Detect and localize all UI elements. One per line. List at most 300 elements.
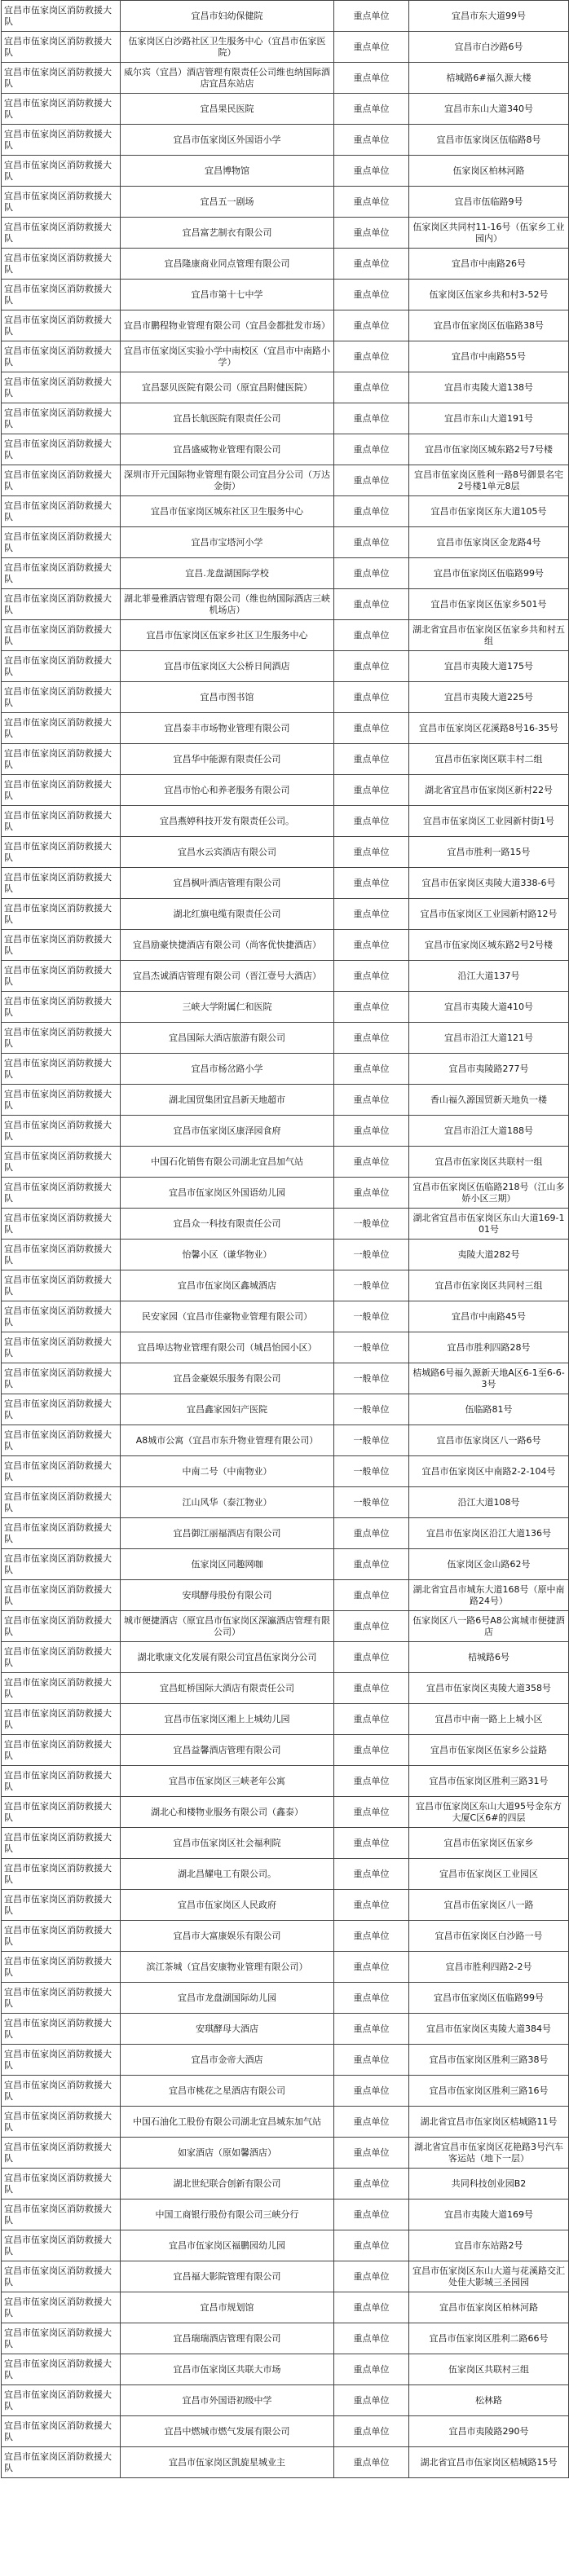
address-cell: 宜昌市东站路2号 bbox=[409, 2230, 569, 2261]
unit-category-cell: 重点单位 bbox=[334, 125, 409, 156]
unit-name-cell: 湖北歌康文化发展有限公司宜昌伍家岗分公司 bbox=[121, 1642, 334, 1673]
address-cell: 宜昌市伍家岗区白沙路一号 bbox=[409, 1921, 569, 1952]
unit-name-cell: 威尔宾（宜昌）酒店管理有限责任公司维也纳国际酒店宜昌东站店 bbox=[121, 63, 334, 94]
address-cell: 湖北省宜昌市伍家岗区花艳路3号汽车客运站（地下一层） bbox=[409, 2138, 569, 2169]
table-row bbox=[2, 1642, 569, 1673]
unit-category-cell: 重点单位 bbox=[334, 1580, 409, 1611]
address-cell: 伍家岗区八一路6号A8公寓城市便捷酒店 bbox=[409, 1611, 569, 1642]
unit-name-cell: 中南二号（中南物业） bbox=[121, 1456, 334, 1487]
table-row bbox=[2, 434, 569, 465]
unit-name-cell: 宜昌众一科技有限责任公司 bbox=[121, 1209, 334, 1240]
unit-name-cell: 宜昌.龙盘湖国际学校 bbox=[121, 558, 334, 589]
table-row bbox=[2, 775, 569, 806]
unit-name-cell: 宜昌中燃城市燃气发展有限公司 bbox=[121, 2416, 334, 2447]
table-row bbox=[2, 558, 569, 589]
address-cell: 宜昌市伍家岗区工业园新村路12号 bbox=[409, 899, 569, 930]
address-cell: 宜昌市胜利四路28号 bbox=[409, 1332, 569, 1363]
unit-category-cell: 重点单位 bbox=[334, 1828, 409, 1859]
table-row bbox=[2, 620, 569, 651]
unit-name-cell: 湖北国贸集团宜昌新天地超市 bbox=[121, 1085, 334, 1116]
address-cell: 宜昌市伍家岗区伍临路218号（江山多娇小区三期） bbox=[409, 1178, 569, 1209]
unit-category-cell: 重点单位 bbox=[334, 620, 409, 651]
unit-name-cell: 中国工商银行股份有限公司三峡分行 bbox=[121, 2200, 334, 2230]
table-row bbox=[2, 1054, 569, 1085]
fire-brigade-cell: 宜昌市伍家岗区消防救援大队 bbox=[2, 156, 121, 187]
fire-brigade-cell: 宜昌市伍家岗区消防救援大队 bbox=[2, 1394, 121, 1425]
table-row bbox=[2, 341, 569, 372]
fire-brigade-cell: 宜昌市伍家岗区消防救援大队 bbox=[2, 837, 121, 868]
address-cell: 宜昌市中南路45号 bbox=[409, 1301, 569, 1332]
table-row bbox=[2, 744, 569, 775]
unit-category-cell: 重点单位 bbox=[334, 2354, 409, 2385]
address-cell: 宜昌市中南路55号 bbox=[409, 341, 569, 372]
address-cell: 桔城路6号 bbox=[409, 1642, 569, 1673]
unit-name-cell: 宜昌盛威物业管理有限公司 bbox=[121, 434, 334, 465]
table-row bbox=[2, 961, 569, 992]
address-cell: 宜昌市伍临路9号 bbox=[409, 187, 569, 218]
fire-brigade-cell: 宜昌市伍家岗区消防救援大队 bbox=[2, 620, 121, 651]
fire-brigade-cell: 宜昌市伍家岗区消防救援大队 bbox=[2, 496, 121, 527]
address-cell: 宜昌市中南一路上上城小区 bbox=[409, 1704, 569, 1735]
address-cell: 松林路 bbox=[409, 2385, 569, 2416]
unit-category-cell: 重点单位 bbox=[334, 310, 409, 341]
unit-category-cell: 重点单位 bbox=[334, 1642, 409, 1673]
address-cell: 宜昌市伍家岗区胜利三路38号 bbox=[409, 2045, 569, 2076]
fire-brigade-cell: 宜昌市伍家岗区消防救援大队 bbox=[2, 713, 121, 744]
table-row bbox=[2, 1023, 569, 1054]
address-cell: 湖北省宜昌市伍家岗区伍家乡共和村五组 bbox=[409, 620, 569, 651]
address-cell: 宜昌市夷陵大道175号 bbox=[409, 651, 569, 682]
unit-name-cell: 宜昌瑟贝医院有限公司（原宜昌附健医院） bbox=[121, 372, 334, 403]
address-cell: 宜昌市伍家岗区东山大道95号金东方大厦C区6#的四层 bbox=[409, 1797, 569, 1828]
unit-name-cell: 伍家岗区同趣网咖 bbox=[121, 1549, 334, 1580]
fire-brigade-cell: 宜昌市伍家岗区消防救援大队 bbox=[2, 651, 121, 682]
unit-name-cell: 宜昌果民医院 bbox=[121, 94, 334, 125]
address-cell: 宜昌市伍家岗区八一路6号 bbox=[409, 1425, 569, 1456]
address-cell: 夷陵大道282号 bbox=[409, 1240, 569, 1270]
unit-category-cell: 重点单位 bbox=[334, 2200, 409, 2230]
address-cell: 湖北省宜昌市伍家岗区桔城路15号 bbox=[409, 2447, 569, 2478]
unit-category-cell: 一般单位 bbox=[334, 1425, 409, 1456]
fire-brigade-cell: 宜昌市伍家岗区消防救援大队 bbox=[2, 1487, 121, 1518]
table-row bbox=[2, 2014, 569, 2045]
table-row bbox=[2, 403, 569, 434]
address-cell: 宜昌市伍家岗区夷陵大道338-6号 bbox=[409, 868, 569, 899]
table-row bbox=[2, 992, 569, 1023]
table-row bbox=[2, 1, 569, 32]
table-row bbox=[2, 1859, 569, 1890]
fire-brigade-cell: 宜昌市伍家岗区消防救援大队 bbox=[2, 2169, 121, 2200]
unit-category-cell: 重点单位 bbox=[334, 341, 409, 372]
fire-brigade-cell: 宜昌市伍家岗区消防救援大队 bbox=[2, 961, 121, 992]
fire-brigade-cell: 宜昌市伍家岗区消防救援大队 bbox=[2, 2014, 121, 2045]
fire-brigade-cell: 宜昌市伍家岗区消防救援大队 bbox=[2, 2200, 121, 2230]
unit-category-cell: 重点单位 bbox=[334, 434, 409, 465]
unit-name-cell: 宜昌虹桥国际大酒店有限责任公司 bbox=[121, 1673, 334, 1704]
fire-brigade-cell: 宜昌市伍家岗区消防救援大队 bbox=[2, 1, 121, 32]
unit-category-cell: 重点单位 bbox=[334, 1766, 409, 1797]
unit-name-cell: 宜昌市伍家岗区湘上上城幼儿园 bbox=[121, 1704, 334, 1735]
unit-category-cell: 重点单位 bbox=[334, 1859, 409, 1890]
unit-name-cell: 宜昌长航医院有限责任公司 bbox=[121, 403, 334, 434]
unit-category-cell: 重点单位 bbox=[334, 1085, 409, 1116]
unit-name-cell: 宜昌鑫家园妇产医院 bbox=[121, 1394, 334, 1425]
unit-name-cell: 宜昌市杨岔路小学 bbox=[121, 1054, 334, 1085]
fire-brigade-cell: 宜昌市伍家岗区消防救援大队 bbox=[2, 1580, 121, 1611]
unit-name-cell: 三峡大学附属仁和医院 bbox=[121, 992, 334, 1023]
unit-name-cell: 江山风华（泰江物业） bbox=[121, 1487, 334, 1518]
address-cell: 宜昌市伍家岗区中南路2-2-104号 bbox=[409, 1456, 569, 1487]
unit-name-cell: 宜昌益馨酒店管理有限公司 bbox=[121, 1735, 334, 1766]
fire-brigade-cell: 宜昌市伍家岗区消防救援大队 bbox=[2, 187, 121, 218]
fire-brigade-cell: 宜昌市伍家岗区消防救援大队 bbox=[2, 1797, 121, 1828]
fire-brigade-cell: 宜昌市伍家岗区消防救援大队 bbox=[2, 2230, 121, 2261]
unit-category-cell: 一般单位 bbox=[334, 1487, 409, 1518]
table-row bbox=[2, 1270, 569, 1301]
fire-brigade-cell: 宜昌市伍家岗区消防救援大队 bbox=[2, 125, 121, 156]
unit-category-cell: 重点单位 bbox=[334, 589, 409, 620]
unit-name-cell: 宜昌市金帝大酒店 bbox=[121, 2045, 334, 2076]
fire-brigade-cell: 宜昌市伍家岗区消防救援大队 bbox=[2, 992, 121, 1023]
unit-category-cell: 重点单位 bbox=[334, 465, 409, 496]
unit-name-cell: 宜昌市第十七中学 bbox=[121, 280, 334, 310]
fire-brigade-cell: 宜昌市伍家岗区消防救援大队 bbox=[2, 2292, 121, 2323]
table-row bbox=[2, 806, 569, 837]
unit-name-cell: 宜昌市伍家岗区人民政府 bbox=[121, 1890, 334, 1921]
unit-name-cell: 宜昌励豪快捷酒店有限公司（尚客优快捷酒店） bbox=[121, 930, 334, 961]
table-row bbox=[2, 1425, 569, 1456]
table-row bbox=[2, 465, 569, 496]
unit-name-cell: 宜昌御江丽福酒店有限公司 bbox=[121, 1518, 334, 1549]
fire-brigade-cell: 宜昌市伍家岗区消防救援大队 bbox=[2, 249, 121, 280]
address-cell: 宜昌市伍家岗区共同村三组 bbox=[409, 1270, 569, 1301]
table-row bbox=[2, 2292, 569, 2323]
unit-name-cell: 宜昌博物馆 bbox=[121, 156, 334, 187]
unit-category-cell: 重点单位 bbox=[334, 1549, 409, 1580]
fire-brigade-cell: 宜昌市伍家岗区消防救援大队 bbox=[2, 558, 121, 589]
fire-brigade-cell: 宜昌市伍家岗区消防救援大队 bbox=[2, 1735, 121, 1766]
unit-name-cell: 中国石油化工股份有限公司湖北宜昌城东加气站 bbox=[121, 2107, 334, 2138]
address-cell: 宜昌市伍家岗区伍家乡 bbox=[409, 1828, 569, 1859]
table-body bbox=[2, 1, 569, 2478]
unit-name-cell: A8城市公寓（宜昌市东升物业管理有限公司） bbox=[121, 1425, 334, 1456]
unit-category-cell: 重点单位 bbox=[334, 63, 409, 94]
address-cell: 宜昌市伍家岗区伍家乡公益路 bbox=[409, 1735, 569, 1766]
unit-category-cell: 重点单位 bbox=[334, 2169, 409, 2200]
table-row bbox=[2, 1147, 569, 1178]
table-row bbox=[2, 2354, 569, 2385]
table-row bbox=[2, 1085, 569, 1116]
table-row bbox=[2, 930, 569, 961]
unit-name-cell: 湖北昌耀电工有限公司。 bbox=[121, 1859, 334, 1890]
unit-name-cell: 宜昌市龙盘湖国际幼儿园 bbox=[121, 1983, 334, 2014]
unit-name-cell: 深圳市开元国际物业管理有限公司宜昌分公司（万达金街） bbox=[121, 465, 334, 496]
unit-name-cell: 宜昌市外国语初级中学 bbox=[121, 2385, 334, 2416]
unit-category-cell: 重点单位 bbox=[334, 1890, 409, 1921]
unit-name-cell: 宜昌瑞瑞酒店管理有限公司 bbox=[121, 2323, 334, 2354]
fire-brigade-cell: 宜昌市伍家岗区消防救援大队 bbox=[2, 868, 121, 899]
unit-name-cell: 宜昌市桃花之星酒店有限公司 bbox=[121, 2076, 334, 2107]
address-cell: 宜昌市伍家岗区八一路 bbox=[409, 1890, 569, 1921]
fire-brigade-cell: 宜昌市伍家岗区消防救援大队 bbox=[2, 1054, 121, 1085]
unit-name-cell: 怡馨小区（谦华物业） bbox=[121, 1240, 334, 1270]
address-cell: 宜昌市夷陵大道225号 bbox=[409, 682, 569, 713]
unit-category-cell: 重点单位 bbox=[334, 1611, 409, 1642]
unit-category-cell: 重点单位 bbox=[334, 1054, 409, 1085]
fire-brigade-cell: 宜昌市伍家岗区消防救援大队 bbox=[2, 403, 121, 434]
address-cell: 湖北省宜昌市伍家岗区东山大道169-101号 bbox=[409, 1209, 569, 1240]
table-row bbox=[2, 218, 569, 249]
address-cell: 湖北省宜昌市伍家岗区桔城路11号 bbox=[409, 2107, 569, 2138]
address-cell: 宜昌市胜利四路2-2号 bbox=[409, 1952, 569, 1983]
unit-category-cell: 重点单位 bbox=[334, 930, 409, 961]
fire-brigade-cell: 宜昌市伍家岗区消防救援大队 bbox=[2, 682, 121, 713]
address-cell: 宜昌市伍家岗区伍临路99号 bbox=[409, 1983, 569, 2014]
unit-category-cell: 一般单位 bbox=[334, 1209, 409, 1240]
address-cell: 伍临路81号 bbox=[409, 1394, 569, 1425]
unit-category-cell: 重点单位 bbox=[334, 94, 409, 125]
fire-brigade-cell: 宜昌市伍家岗区消防救援大队 bbox=[2, 1704, 121, 1735]
unit-category-cell: 重点单位 bbox=[334, 806, 409, 837]
unit-category-cell: 重点单位 bbox=[334, 744, 409, 775]
unit-category-cell: 重点单位 bbox=[334, 1178, 409, 1209]
table-row bbox=[2, 1363, 569, 1394]
address-cell: 湖北省宜昌市伍家岗区新村22号 bbox=[409, 775, 569, 806]
table-row bbox=[2, 1797, 569, 1828]
unit-name-cell: 宜昌国际大酒店旅游有限公司 bbox=[121, 1023, 334, 1054]
unit-name-cell: 湖北红旗电缆有限责任公司 bbox=[121, 899, 334, 930]
unit-name-cell: 宜昌市伍家岗区社会福利院 bbox=[121, 1828, 334, 1859]
unit-name-cell: 安琪酵母大酒店 bbox=[121, 2014, 334, 2045]
unit-name-cell: 安琪酵母股份有限公司 bbox=[121, 1580, 334, 1611]
unit-name-cell: 宜昌市大富康娱乐有限公司 bbox=[121, 1921, 334, 1952]
unit-category-cell: 重点单位 bbox=[334, 1735, 409, 1766]
table-row bbox=[2, 1735, 569, 1766]
fire-brigade-cell: 宜昌市伍家岗区消防救援大队 bbox=[2, 930, 121, 961]
address-cell: 宜昌市胜利一路15号 bbox=[409, 837, 569, 868]
unit-category-cell: 重点单位 bbox=[334, 682, 409, 713]
address-cell: 宜昌市伍家岗区胜利二路66号 bbox=[409, 2323, 569, 2354]
fire-brigade-cell: 宜昌市伍家岗区消防救援大队 bbox=[2, 2045, 121, 2076]
unit-category-cell: 重点单位 bbox=[334, 899, 409, 930]
fire-brigade-cell: 宜昌市伍家岗区消防救援大队 bbox=[2, 1147, 121, 1178]
unit-category-cell: 重点单位 bbox=[334, 527, 409, 558]
unit-name-cell: 城市便捷酒店（原宜昌市伍家岗区深瀛酒店管理有限公司） bbox=[121, 1611, 334, 1642]
address-cell: 宜昌市伍家岗区伍临路38号 bbox=[409, 310, 569, 341]
unit-category-cell: 重点单位 bbox=[334, 2323, 409, 2354]
address-cell: 共同科技创业园B2 bbox=[409, 2169, 569, 2200]
table-row bbox=[2, 280, 569, 310]
address-cell: 沿江大道137号 bbox=[409, 961, 569, 992]
unit-category-cell: 重点单位 bbox=[334, 868, 409, 899]
fire-brigade-cell: 宜昌市伍家岗区消防救援大队 bbox=[2, 1209, 121, 1240]
address-cell: 宜昌市东大道99号 bbox=[409, 1, 569, 32]
fire-brigade-cell: 宜昌市伍家岗区消防救援大队 bbox=[2, 63, 121, 94]
unit-name-cell: 伍家岗区白沙路社区卫生服务中心（宜昌市伍家医院） bbox=[121, 32, 334, 63]
table-row bbox=[2, 1518, 569, 1549]
unit-name-cell: 如家酒店（原如馨酒店） bbox=[121, 2138, 334, 2169]
unit-name-cell: 滨江茶城（宜昌安康物业管理有限公司） bbox=[121, 1952, 334, 1983]
address-cell: 宜昌市东山大道191号 bbox=[409, 403, 569, 434]
unit-name-cell: 宜昌市鹏程物业管理有限公司（宜昌金都批发市场） bbox=[121, 310, 334, 341]
address-cell: 宜昌市中南路26号 bbox=[409, 249, 569, 280]
fire-brigade-cell: 宜昌市伍家岗区消防救援大队 bbox=[2, 1240, 121, 1270]
table-row bbox=[2, 32, 569, 63]
unit-category-cell: 重点单位 bbox=[334, 280, 409, 310]
unit-category-cell: 重点单位 bbox=[334, 2385, 409, 2416]
unit-category-cell: 重点单位 bbox=[334, 837, 409, 868]
table-row bbox=[2, 1673, 569, 1704]
unit-category-cell: 重点单位 bbox=[334, 992, 409, 1023]
address-cell: 宜昌市伍家岗区伍临路8号 bbox=[409, 125, 569, 156]
unit-name-cell: 宜昌市图书馆 bbox=[121, 682, 334, 713]
fire-brigade-cell: 宜昌市伍家岗区消防救援大队 bbox=[2, 218, 121, 249]
table-row bbox=[2, 1209, 569, 1240]
unit-name-cell: 宜昌市伍家岗区实验小学中南校区（宜昌市中南路小学） bbox=[121, 341, 334, 372]
fire-brigade-cell: 宜昌市伍家岗区消防救援大队 bbox=[2, 1549, 121, 1580]
unit-category-cell: 重点单位 bbox=[334, 372, 409, 403]
table-row bbox=[2, 682, 569, 713]
table-row bbox=[2, 2261, 569, 2292]
unit-category-cell: 一般单位 bbox=[334, 1301, 409, 1332]
unit-name-cell: 宜昌市宝塔河小学 bbox=[121, 527, 334, 558]
table-row bbox=[2, 651, 569, 682]
address-cell: 宜昌市伍家岗区联丰村二组 bbox=[409, 744, 569, 775]
address-cell: 宜昌市沿江大道188号 bbox=[409, 1116, 569, 1147]
unit-category-cell: 重点单位 bbox=[334, 187, 409, 218]
address-cell: 宜昌市夷陵大道169号 bbox=[409, 2200, 569, 2230]
table-row bbox=[2, 527, 569, 558]
unit-name-cell: 湖北菲曼雅酒店管理有限公司（维也纳国际酒店三峡机场店） bbox=[121, 589, 334, 620]
address-cell: 宜昌市伍家岗区沿江大道136号 bbox=[409, 1518, 569, 1549]
unit-category-cell: 重点单位 bbox=[334, 1147, 409, 1178]
address-cell: 伍家岗区柏林河路 bbox=[409, 156, 569, 187]
table-row bbox=[2, 837, 569, 868]
table-row bbox=[2, 125, 569, 156]
fire-brigade-cell: 宜昌市伍家岗区消防救援大队 bbox=[2, 1023, 121, 1054]
address-cell: 桔城路6号福久源新天地A区6-1至6-6-3号 bbox=[409, 1363, 569, 1394]
address-cell: 宜昌市伍家岗区胜利三路31号 bbox=[409, 1766, 569, 1797]
unit-name-cell: 宜昌富艺制衣有限公司 bbox=[121, 218, 334, 249]
address-cell: 伍家岗区共同村11-16号（伍家乡工业园内） bbox=[409, 218, 569, 249]
fire-brigade-cell: 宜昌市伍家岗区消防救援大队 bbox=[2, 1085, 121, 1116]
table-row bbox=[2, 2323, 569, 2354]
unit-category-cell: 重点单位 bbox=[334, 2230, 409, 2261]
table-row bbox=[2, 868, 569, 899]
unit-category-cell: 重点单位 bbox=[334, 1518, 409, 1549]
unit-category-cell: 重点单位 bbox=[334, 713, 409, 744]
address-cell: 宜昌市伍家岗区胜利一路8号御景名宅2号楼1单元8层 bbox=[409, 465, 569, 496]
unit-name-cell: 宜昌市伍家岗区凯旋星城业主 bbox=[121, 2447, 334, 2478]
fire-brigade-cell: 宜昌市伍家岗区消防救援大队 bbox=[2, 94, 121, 125]
unit-category-cell: 重点单位 bbox=[334, 496, 409, 527]
unit-category-cell: 一般单位 bbox=[334, 1270, 409, 1301]
table-row bbox=[2, 249, 569, 280]
unit-name-cell: 宜昌市怡心和养老服务有限公司 bbox=[121, 775, 334, 806]
unit-name-cell: 宜昌埠达物业管理有限公司（城昌怡园小区） bbox=[121, 1332, 334, 1363]
unit-category-cell: 重点单位 bbox=[334, 1673, 409, 1704]
unit-category-cell: 一般单位 bbox=[334, 1363, 409, 1394]
table-row bbox=[2, 1456, 569, 1487]
table-row bbox=[2, 310, 569, 341]
table-row bbox=[2, 1332, 569, 1363]
table-row bbox=[2, 94, 569, 125]
table-row bbox=[2, 1983, 569, 2014]
fire-brigade-cell: 宜昌市伍家岗区消防救援大队 bbox=[2, 1859, 121, 1890]
unit-name-cell: 湖北世纪联合创新有限公司 bbox=[121, 2169, 334, 2200]
unit-category-cell: 一般单位 bbox=[334, 1456, 409, 1487]
address-cell: 宜昌市夷陵大道410号 bbox=[409, 992, 569, 1023]
unit-name-cell: 宜昌市伍家岗区鑫城酒店 bbox=[121, 1270, 334, 1301]
unit-category-cell: 重点单位 bbox=[334, 2107, 409, 2138]
fire-brigade-cell: 宜昌市伍家岗区消防救援大队 bbox=[2, 32, 121, 63]
table-row bbox=[2, 1487, 569, 1518]
fire-brigade-cell: 宜昌市伍家岗区消防救援大队 bbox=[2, 1952, 121, 1983]
table-row bbox=[2, 2416, 569, 2447]
unit-name-cell: 宜昌五一剧场 bbox=[121, 187, 334, 218]
fire-brigade-cell: 宜昌市伍家岗区消防救援大队 bbox=[2, 1766, 121, 1797]
table-row bbox=[2, 156, 569, 187]
fire-brigade-cell: 宜昌市伍家岗区消防救援大队 bbox=[2, 1921, 121, 1952]
unit-category-cell: 重点单位 bbox=[334, 2138, 409, 2169]
fire-brigade-cell: 宜昌市伍家岗区消防救援大队 bbox=[2, 1673, 121, 1704]
fire-brigade-cell: 宜昌市伍家岗区消防救援大队 bbox=[2, 2447, 121, 2478]
table-row bbox=[2, 2447, 569, 2478]
address-cell: 伍家岗区共联村三组 bbox=[409, 2354, 569, 2385]
fire-brigade-cell: 宜昌市伍家岗区消防救援大队 bbox=[2, 1518, 121, 1549]
table-row bbox=[2, 63, 569, 94]
address-cell: 桔城路6#福久源大楼 bbox=[409, 63, 569, 94]
address-cell: 宜昌市伍家岗区工业园新村街1号 bbox=[409, 806, 569, 837]
address-cell: 宜昌市伍家岗区共联村一组 bbox=[409, 1147, 569, 1178]
fire-brigade-cell: 宜昌市伍家岗区消防救援大队 bbox=[2, 372, 121, 403]
fire-brigade-cell: 宜昌市伍家岗区消防救援大队 bbox=[2, 1301, 121, 1332]
fire-brigade-cell: 宜昌市伍家岗区消防救援大队 bbox=[2, 1456, 121, 1487]
fire-brigade-cell: 宜昌市伍家岗区消防救援大队 bbox=[2, 1270, 121, 1301]
unit-name-cell: 宜昌市妇幼保健院 bbox=[121, 1, 334, 32]
address-cell: 宜昌市沿江大道121号 bbox=[409, 1023, 569, 1054]
address-cell: 宜昌市伍家岗区工业园区 bbox=[409, 1859, 569, 1890]
unit-name-cell: 民安家园（宜昌市佳豪物业管理有限公司） bbox=[121, 1301, 334, 1332]
unit-category-cell: 重点单位 bbox=[334, 2014, 409, 2045]
table-row bbox=[2, 372, 569, 403]
unit-category-cell: 重点单位 bbox=[334, 2045, 409, 2076]
fire-brigade-cell: 宜昌市伍家岗区消防救援大队 bbox=[2, 2076, 121, 2107]
table-row bbox=[2, 2138, 569, 2169]
fire-brigade-cell: 宜昌市伍家岗区消防救援大队 bbox=[2, 744, 121, 775]
unit-list-table bbox=[1, 0, 569, 2478]
unit-category-cell: 重点单位 bbox=[334, 2416, 409, 2447]
unit-category-cell: 一般单位 bbox=[334, 1394, 409, 1425]
address-cell: 宜昌市夷陵大道138号 bbox=[409, 372, 569, 403]
address-cell: 宜昌市伍家岗区花溪路8号16-35号 bbox=[409, 713, 569, 744]
unit-name-cell: 宜昌华中能源有限责任公司 bbox=[121, 744, 334, 775]
unit-name-cell: 湖北心和楼物业服务有限公司（鑫泰） bbox=[121, 1797, 334, 1828]
unit-category-cell: 重点单位 bbox=[334, 2076, 409, 2107]
unit-name-cell: 宜昌市伍家岗区三峡老年公寓 bbox=[121, 1766, 334, 1797]
unit-category-cell: 重点单位 bbox=[334, 1797, 409, 1828]
unit-name-cell: 宜昌金豪娱乐服务有限公司 bbox=[121, 1363, 334, 1394]
table-row bbox=[2, 1890, 569, 1921]
address-cell: 伍家岗区金山路62号 bbox=[409, 1549, 569, 1580]
address-cell: 宜昌市伍家岗区东山大道与花溪路交汇处佳大影城三圣园园 bbox=[409, 2261, 569, 2292]
fire-brigade-cell: 宜昌市伍家岗区消防救援大队 bbox=[2, 1178, 121, 1209]
unit-name-cell: 宜昌市伍家岗区共联大市场 bbox=[121, 2354, 334, 2385]
fire-brigade-cell: 宜昌市伍家岗区消防救援大队 bbox=[2, 2138, 121, 2169]
table-row bbox=[2, 2169, 569, 2200]
table-row bbox=[2, 2200, 569, 2230]
unit-category-cell: 重点单位 bbox=[334, 1116, 409, 1147]
